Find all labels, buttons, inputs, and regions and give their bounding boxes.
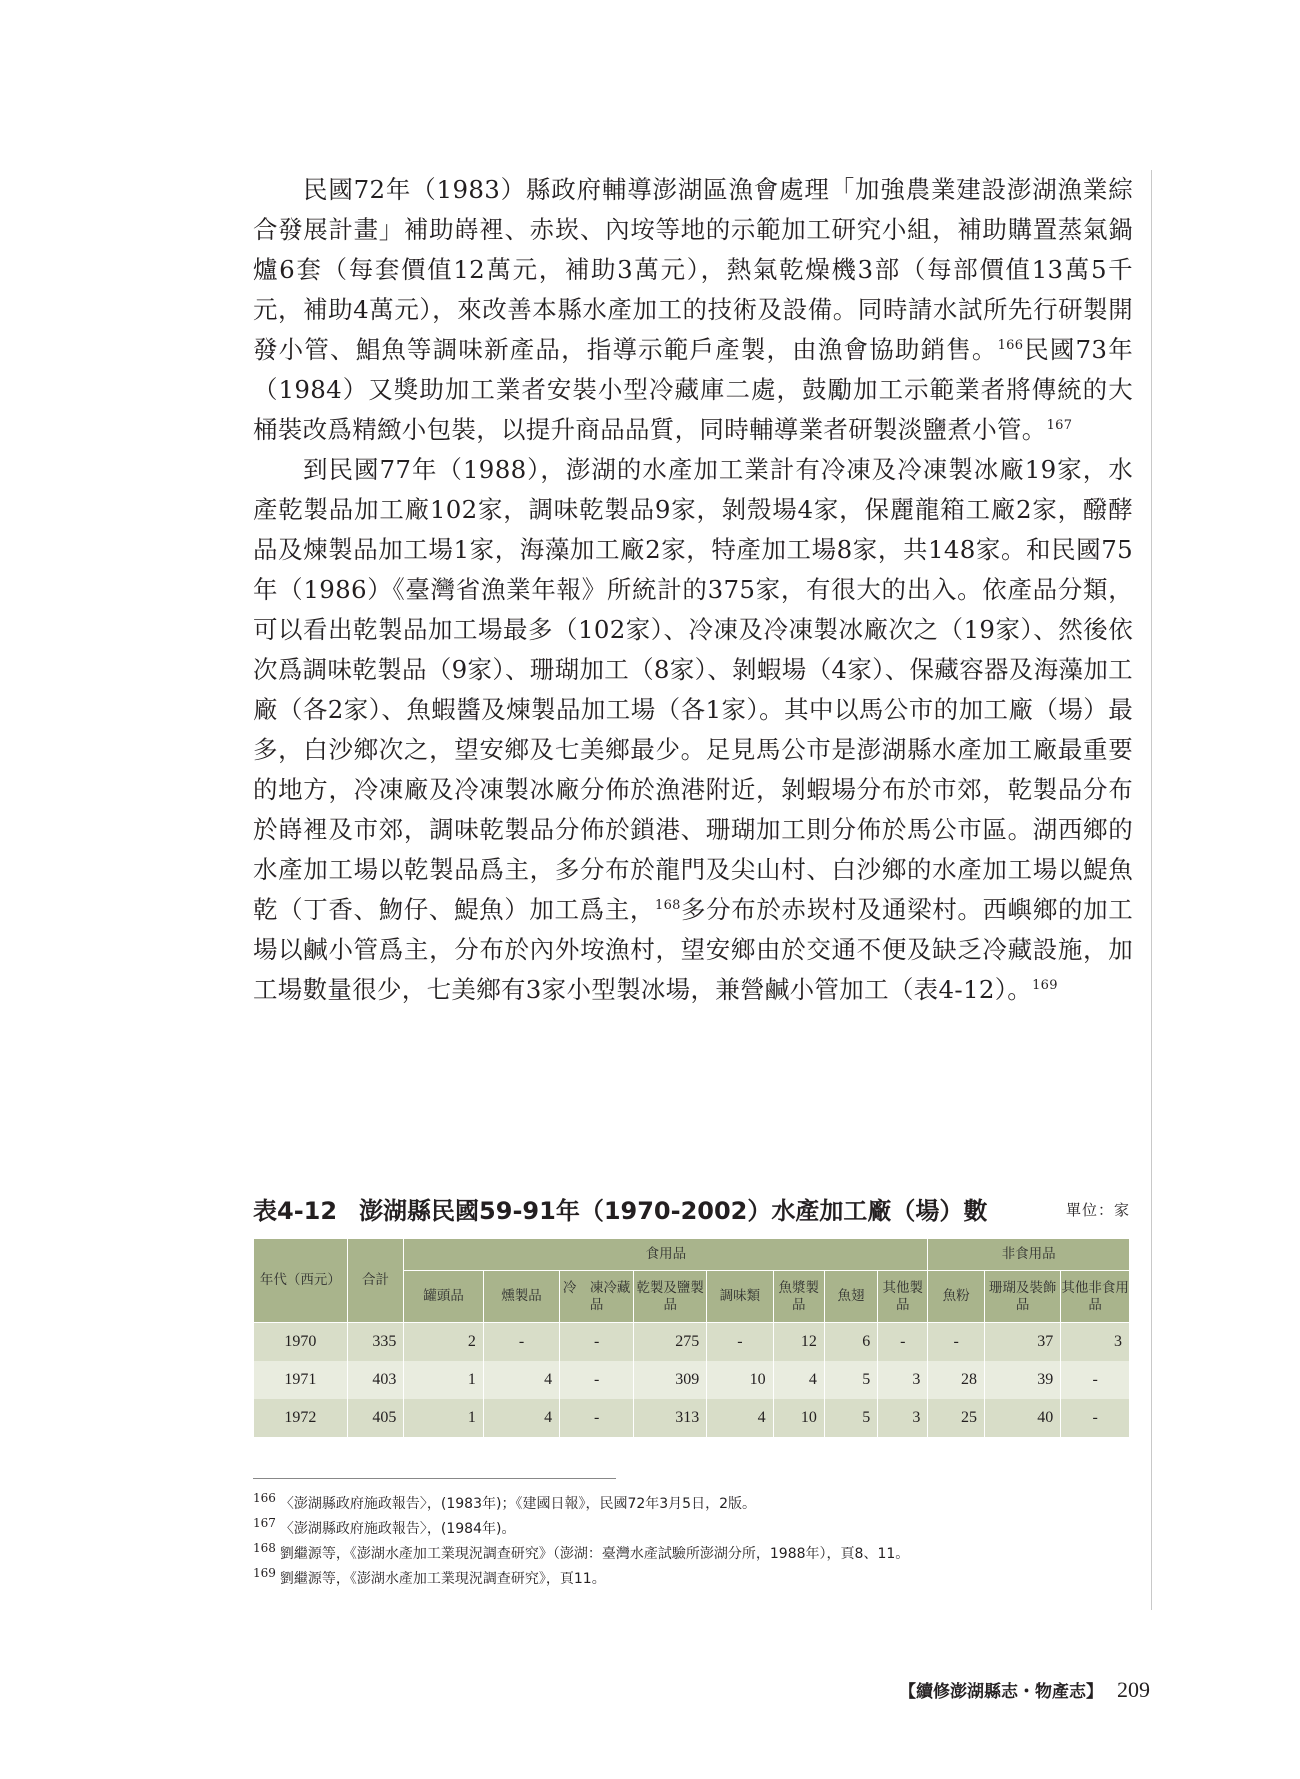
- table-cell: 37: [984, 1323, 1060, 1362]
- table-cell: -: [878, 1323, 928, 1362]
- table-cell: -: [928, 1323, 985, 1362]
- table-cell: -: [560, 1399, 634, 1437]
- table-cell: 1: [404, 1399, 484, 1437]
- footnote: [253, 1492, 1133, 1517]
- footnote-number: 168: [253, 1541, 276, 1556]
- paragraph: [253, 450, 1133, 1010]
- table-number: 表4-12: [253, 1197, 338, 1225]
- footnote-text: 劉繼源等，《澎湖水產加工業現況調查研究》，頁11。: [279, 1571, 606, 1587]
- header-year: 年代（西元）: [254, 1239, 348, 1323]
- footnote-number: 167: [253, 1516, 276, 1531]
- table-cell: 28: [928, 1361, 985, 1399]
- table-cell: 4: [707, 1399, 773, 1437]
- paragraph-text: 民國73年（1984）又獎助加工業者安裝小型冷藏庫二處，鼓勵加工示範業者將傳統的大桶裝改爲精緻小包裝，以提升商品品質，同時輔導業者研製淡鹽煮小管。: [253, 335, 1133, 444]
- cell-total: 335: [347, 1323, 404, 1362]
- footnote-number: 169: [253, 1566, 276, 1581]
- header-total: 合計: [347, 1239, 404, 1323]
- table-cell: 10: [707, 1361, 773, 1399]
- table-title-text: 澎湖縣民國59-91年（1970-2002）水產加工廠（場）數: [359, 1197, 988, 1225]
- footnote: [253, 1567, 1133, 1592]
- header-food-group: 食用品: [404, 1239, 928, 1271]
- table-cell: 5: [824, 1361, 877, 1399]
- table-unit: 單位：家: [1065, 1201, 1130, 1219]
- page-right-rule: [1151, 170, 1152, 1610]
- running-footer: [870, 1677, 1150, 1703]
- footnote-text: 〈澎湖縣政府施政報告〉，(1984年)。: [279, 1521, 516, 1537]
- table-cell: -: [560, 1323, 634, 1362]
- cell-year: 1970: [254, 1323, 348, 1362]
- paragraph-text: 民國72年（1983）縣政府輔導澎湖區漁會處理「加強農業建設澎湖漁業綜合發展計畫」補助嵵裡、赤崁、內垵等地的示範加工研究小組，補助購置蒸氣鍋爐6套（每套價值12萬元，補助3萬元），熱氣乾燥機3部（每部價值13萬5千元，補助4萬元），來改善本縣水產加工的技術及設備。同時請水試所先行研製開發小管、鯧魚等調味新產品，指導示範戶產製，由漁會協助銷售。: [253, 175, 1133, 364]
- table-cell: 2: [404, 1323, 484, 1362]
- paragraph-text: 多分布於赤崁村及通梁村。西嶼鄉的加工場以鹹小管爲主，分布於內外垵漁村，望安鄉由於交通不便及缺乏冷藏設施，加工場數量很少，七美鄉有3家小型製冰場，兼營鹹小管加工（表4-12）。: [253, 895, 1133, 1004]
- header-cell: 魚粉: [928, 1271, 985, 1323]
- header-cell: 罐頭品: [404, 1271, 484, 1323]
- table-row: [254, 1361, 1130, 1399]
- footnote-divider: [253, 1478, 616, 1479]
- footnote-ref[interactable]: 168: [655, 897, 681, 913]
- header-cell: 調味類: [707, 1271, 773, 1323]
- table-cell: -: [560, 1361, 634, 1399]
- table-cell: -: [1061, 1399, 1130, 1437]
- table-cell: 40: [984, 1399, 1060, 1437]
- footnote-text: 〈澎湖縣政府施政報告〉，(1983年)；《建國日報》，民國72年3月5日，2版。: [279, 1496, 756, 1512]
- table-cell: -: [483, 1323, 559, 1362]
- table-cell: 313: [634, 1399, 707, 1437]
- table-cell: 4: [773, 1361, 824, 1399]
- paragraph-text: 到民國77年（1988），澎湖的水產加工業計有冷凍及冷凍製冰廠19家，水產乾製品加工廠102家，調味乾製品9家，剝殼場4家，保麗龍箱工廠2家，醱酵品及煉製品加工場1家，海藻加工廠2家，特產加工場8家，共148家。和民國75年（1986）《臺灣省漁業年報》所統計的375家，有很大的出入。依產品分類，可以看出乾製品加工場最多（102家）、冷凍及冷凍製冰廠次之（19家）、然後依次爲調味乾製品（9家）、珊瑚加工（8家）、剝蝦場（4家）、保藏容器及海藻加工廠（各2家）、魚蝦醬及煉製品加工場（各1家）。其中以馬公市的加工廠（場）最多，白沙鄉次之，望安鄉及七美鄉最少。足見馬公市是澎湖縣水產加工廠最重要的地方，冷凍廠及冷凍製冰廠分佈於漁港附近，剝蝦場分布於市郊，乾製品分布於嵵裡及市郊，調味乾製品分佈於鎖港、珊瑚加工則分佈於馬公市區。湖西鄉的水產加工場以乾製品爲主，多分布於龍門及尖山村、白沙鄉的水產加工場以鯷魚乾（丁香、魩仔、鯷魚）加工爲主，: [253, 455, 1133, 924]
- table-cell: 25: [928, 1399, 985, 1437]
- cell-total: 405: [347, 1399, 404, 1437]
- header-cell: 珊瑚及裝飾品: [984, 1271, 1060, 1323]
- header-nonfood-group: 非食用品: [928, 1239, 1130, 1271]
- page-number: 209: [1117, 1677, 1150, 1702]
- cell-total: 403: [347, 1361, 404, 1399]
- header-cell: 燻製品: [483, 1271, 559, 1323]
- header-cell: 其他非食用品: [1061, 1271, 1130, 1323]
- table-cell: 12: [773, 1323, 824, 1362]
- header-cell: 乾製及鹽製品: [634, 1271, 707, 1323]
- paragraph: [253, 170, 1133, 450]
- footnotes: [253, 1492, 1133, 1592]
- header-cell: 魚漿製品: [773, 1271, 824, 1323]
- table-cell: 3: [878, 1399, 928, 1437]
- body-text: [253, 170, 1133, 1010]
- footnote-number: 166: [253, 1491, 276, 1506]
- table-cell: 275: [634, 1323, 707, 1362]
- footnote-ref[interactable]: 167: [1046, 417, 1073, 433]
- footnote-text: 劉繼源等，《澎湖水產加工業現況調查研究》（澎湖：臺灣水產試驗所澎湖分所，1988年），頁8、11。: [279, 1546, 910, 1562]
- table-cell: 4: [483, 1361, 559, 1399]
- cell-year: 1972: [254, 1399, 348, 1437]
- table-caption: [253, 1193, 1130, 1229]
- table-cell: -: [1061, 1361, 1130, 1399]
- table-cell: 3: [1061, 1323, 1130, 1362]
- book-title: 【續修澎湖縣志・物產志】: [899, 1682, 1103, 1702]
- table-row: [254, 1323, 1130, 1362]
- header-cell: 其他製品: [878, 1271, 928, 1323]
- footnote-ref[interactable]: 169: [1032, 977, 1058, 993]
- cell-year: 1971: [254, 1361, 348, 1399]
- table-row: [254, 1399, 1130, 1437]
- table-cell: 39: [984, 1361, 1060, 1399]
- data-table: [253, 1238, 1130, 1437]
- table-title: [253, 1193, 987, 1229]
- table-cell: 5: [824, 1399, 877, 1437]
- footnote: [253, 1517, 1133, 1542]
- table-cell: 1: [404, 1361, 484, 1399]
- footnote-ref[interactable]: 166: [997, 337, 1024, 353]
- table-cell: 3: [878, 1361, 928, 1399]
- header-cell: 魚翅: [824, 1271, 877, 1323]
- table-cell: 309: [634, 1361, 707, 1399]
- footnote: [253, 1542, 1133, 1567]
- table-cell: -: [707, 1323, 773, 1362]
- table-cell: 10: [773, 1399, 824, 1437]
- table-cell: 4: [483, 1399, 559, 1437]
- table-cell: 6: [824, 1323, 877, 1362]
- header-cell: 冷 凍冷藏品: [560, 1271, 634, 1323]
